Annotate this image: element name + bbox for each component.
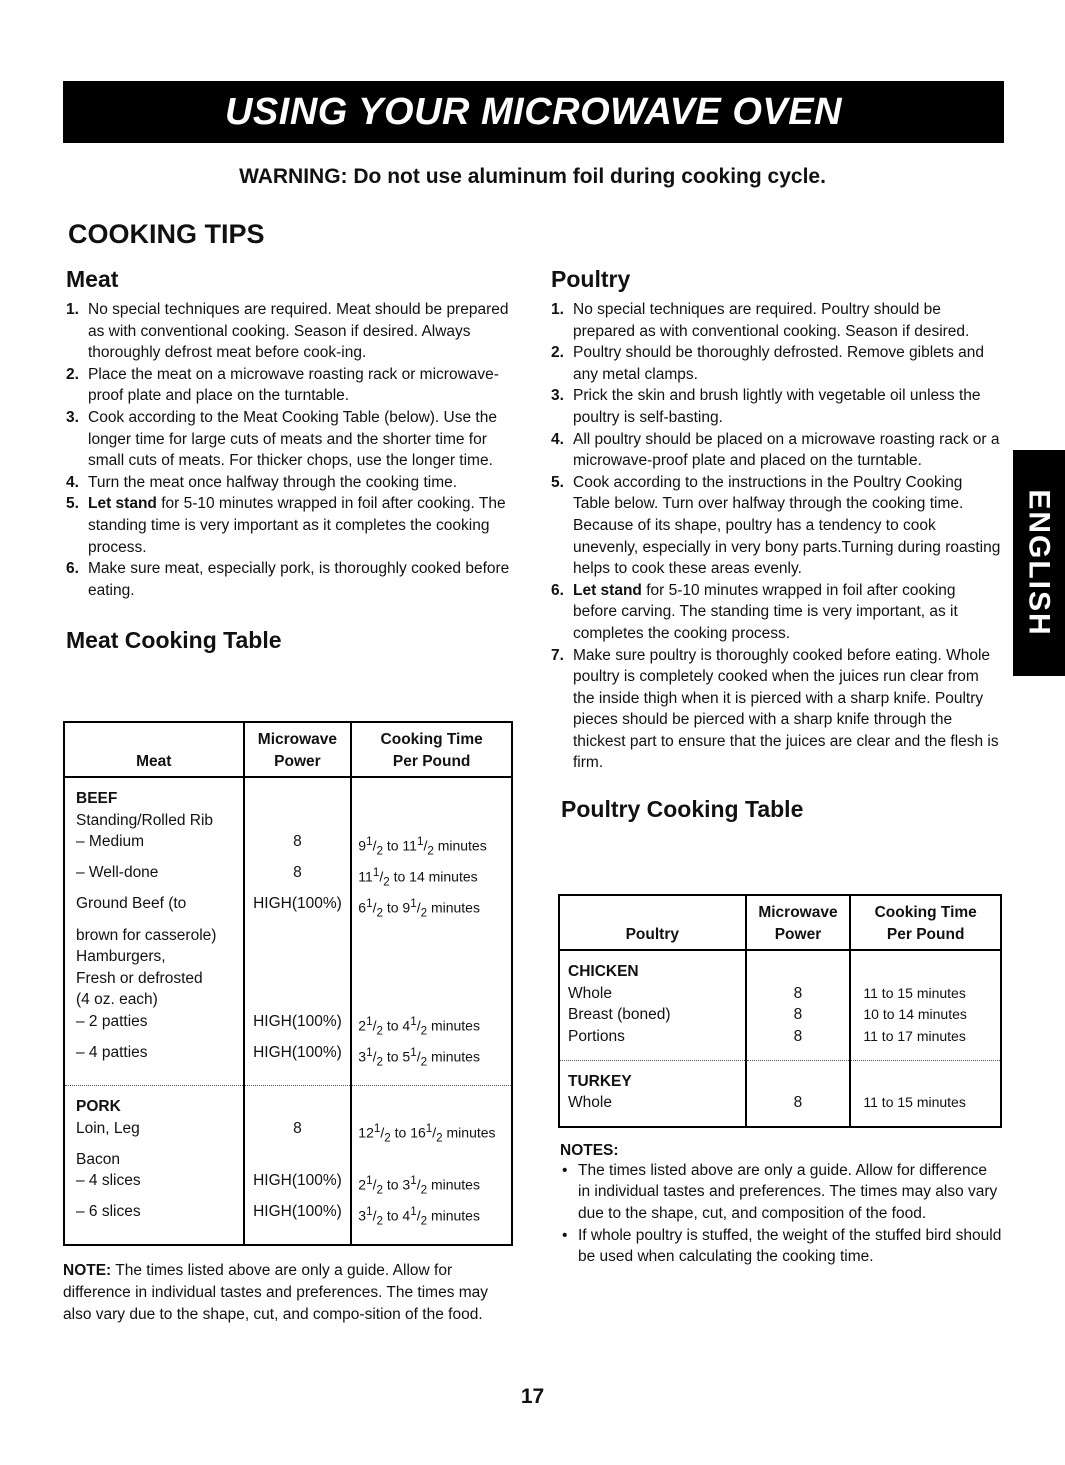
table-row: – Well-done 8 $11^1/_2$ to 14 minutes	[64, 862, 512, 893]
list-item: 5. Let stand for 5-10 minutes wrapped in foil after cooking. The standing time is very important as it completes the cooking process.	[66, 495, 506, 556]
table-header: Cooking Time Per Pound	[351, 722, 512, 777]
list-item: 7. Make sure poultry is thoroughly cooked before eating. Whole poultry is completely cooked when the juices run clear from the inside thigh when it is pierced with a sharp knife. Poultry pieces should be pierced with a sharp knife through the thickest part to ensure that the juices are clear and the flesh is firm.	[551, 646, 999, 772]
list-item: 1. No special techniques are required. Meat should be prepared as with conventional cooking. Season if desired. Always thoroughly defrost meat before cook-ing.	[66, 301, 509, 362]
poultry-table-title: Poultry Cooking Table	[561, 796, 804, 823]
table-row: – 4 patties HIGH(100%) $3^1/_2$ to $5^1/_2$ minutes	[64, 1042, 512, 1086]
meat-heading: Meat	[66, 266, 119, 292]
table-row: PORK	[64, 1085, 512, 1117]
poultry-cooking-table	[558, 894, 1002, 1128]
list-item: 2. Place the meat on a microwave roasting rack or microwave-proof plate and place on the turntable.	[66, 365, 499, 405]
table-row: Bacon	[64, 1149, 512, 1171]
table-row: TURKEY	[559, 1060, 1001, 1092]
table-row: Loin, Leg 8 $12^1/_2$ to $16^1/_2$ minutes	[64, 1118, 512, 1149]
list-item: 1. No special techniques are required. Poultry should be prepared as with conventional cooking. Season if desired.	[551, 301, 970, 340]
table-row: brown for casserole)	[64, 925, 512, 947]
table-header: Poultry	[559, 895, 746, 950]
warning-text: WARNING: Do not use aluminum foil during cooking cycle.	[239, 165, 826, 188]
list-item: 4. All poultry should be placed on a microwave roasting rack or a microwave-proof plate and placed on the turntable.	[551, 430, 1000, 470]
table-row: Standing/Rolled Rib	[64, 810, 512, 832]
poultry-cooking-table-wrapper	[558, 894, 1002, 1268]
table-row: Portions 8 11 to 17 minutes	[559, 1026, 1001, 1060]
meat-tips-list	[66, 299, 512, 601]
table-header: Cooking Time Per Pound	[850, 895, 1001, 950]
poultry-tips-list	[551, 299, 1001, 774]
poultry-heading: Poultry	[551, 266, 631, 292]
table-row: Hamburgers,	[64, 946, 512, 968]
list-item: 3. Cook according to the Meat Cooking Table (below). Use the longer time for large cuts of meats and the shorter time for small cuts of meats. For thicker chops, use the longer time.	[66, 408, 497, 470]
list-item: 4. Turn the meat once halfway through the cooking time.	[66, 473, 458, 491]
meat-cooking-table-wrapper	[63, 721, 513, 1325]
list-item: • The times listed above are only a guide. Allow for difference in individual tastes and preferences. The times may also vary due to the shape, cut, and composition of the food.	[560, 1160, 1002, 1225]
meat-column	[66, 266, 512, 654]
table-header: Microwave Power	[244, 722, 352, 777]
table-header: Microwave Power	[746, 895, 851, 950]
poultry-notes	[560, 1142, 1002, 1268]
table-row: Whole 8 11 to 15 minutes	[559, 1092, 1001, 1127]
meat-cooking-table	[63, 721, 513, 1246]
meat-table-title: Meat Cooking Table	[66, 627, 282, 654]
list-item: • If whole poultry is stuffed, the weight of the stuffed bird should be used when calculating the cooking time.	[560, 1225, 1002, 1268]
table-row: Whole 8 11 to 15 minutes	[559, 983, 1001, 1005]
table-row: – 6 slices HIGH(100%) $3^1/_2$ to $4^1/_2$ minutes	[64, 1201, 512, 1245]
language-tab-label: ENGLISH	[1023, 489, 1057, 637]
table-row: – 4 slices HIGH(100%) $2^1/_2$ to $3^1/_2$ minutes	[64, 1170, 512, 1201]
table-row: CHICKEN	[559, 950, 1001, 983]
list-item: 2. Poultry should be thoroughly defrosted. Remove giblets and any metal clamps.	[551, 344, 984, 383]
table-row: BEEF	[64, 777, 512, 810]
language-tab	[1013, 450, 1065, 676]
page-banner: USING YOUR MICROWAVE OVEN	[63, 81, 1004, 143]
list-item: 3. Prick the skin and brush lightly with vegetable oil unless the poultry is self-basting.	[551, 387, 981, 426]
meat-note: NOTE: The times listed above are only a guide. Allow for difference in individual tastes and preferences. The times may also vary due to the shape, cut, and compo-sition of the food.	[63, 1262, 489, 1323]
notes-heading: NOTES:	[560, 1141, 619, 1159]
table-row: (4 oz. each)	[64, 989, 512, 1011]
table-row: Ground Beef (to HIGH(100%) $6^1/_2$ to $9^1/_2$ minutes	[64, 893, 512, 924]
table-row: – Medium 8 $9^1/_2$ to $11^1/_2$ minutes	[64, 831, 512, 862]
table-header: Meat	[64, 722, 244, 777]
list-item: 6. Make sure meat, especially pork, is thoroughly cooked before eating.	[66, 560, 510, 599]
poultry-column	[551, 266, 1001, 823]
table-row: – 2 patties HIGH(100%) $2^1/_2$ to $4^1/_2$ minutes	[64, 1011, 512, 1042]
list-item: 6. Let stand for 5-10 minutes wrapped in foil after cooking before carving. The standing time is very important, as it completes the cooking process.	[551, 581, 958, 642]
page-number: 17	[520, 1385, 545, 1408]
section-title: COOKING TIPS	[68, 219, 265, 249]
notes-list	[560, 1160, 1002, 1268]
table-row: Fresh or defrosted	[64, 968, 512, 990]
list-item: 5. Cook according to the instructions in the Poultry Cooking Table below. Turn over halfway through the cooking time. Because of its shape, poultry has a tendency to cook unevenly, especially in very bony parts.Turning during roasting helps to cook these areas evenly.	[551, 473, 1001, 578]
table-row: Breast (boned) 8 10 to 14 minutes	[559, 1004, 1001, 1026]
